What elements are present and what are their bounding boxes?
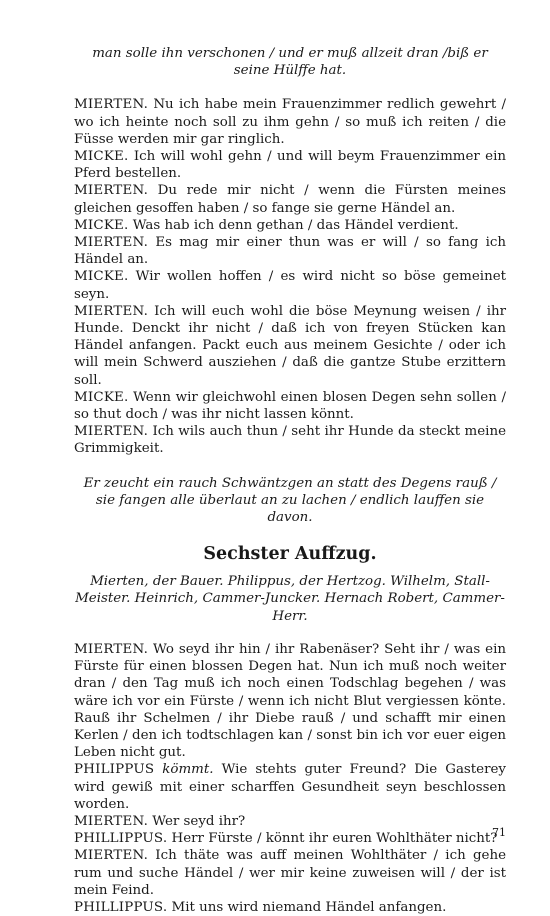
speaker-name: MICKE.: [74, 389, 129, 405]
dialogue-line: [74, 217, 506, 234]
cast-list: Mierten, der Bauer. Philippus, der Hertzog. Wilhelm, Stall-Meister. Heinrich, Cammer-Juncker. Hernach Robert, Cammer-Herr.: [75, 574, 505, 624]
speaker-name: MIERTEN.: [74, 235, 149, 251]
speaker-name: MIERTEN.: [74, 848, 149, 864]
dialogue-line: [74, 389, 506, 423]
speaker-name: MICKE.: [74, 217, 129, 233]
dialogue-line: [74, 813, 506, 830]
dialogue-line: [74, 899, 506, 916]
dialogue-line: [74, 96, 506, 148]
line-text: Was hab ich denn gethan / das Händel verdient.: [128, 217, 459, 233]
line-text: Wer seyd ihr?: [148, 813, 246, 829]
line-text: Ich will euch wohl die böse Meynung weisen / ihr Hunde. Denckt ihr nicht / daß ich von freyen Stücken kan Händel anfangen. Packt euch aus meinem Gesichte / oder ich will mein Schwerd ausziehen / daß die gantze Stube erzittern soll.: [74, 303, 506, 388]
dialogue-block-2: [74, 641, 506, 916]
line-text: Ich thäte was auff meinen Wohlthäter / ich gehe rum und suche Händel / wer mir keine zuweisen will / der ist mein Feind.: [74, 848, 506, 898]
scene-heading: Sechster Auffzug.: [203, 544, 377, 565]
dialogue-line: [74, 423, 506, 457]
speaker-name: PHILLIPPUS.: [74, 831, 168, 847]
line-text: Nu ich habe mein Frauenzimmer redlich gewehrt / wo ich heinte noch soll zu ihm gehn / so muß ich reiten / die Füsse werden mir gar ringlich.: [74, 97, 506, 147]
dialogue-line: [74, 268, 506, 302]
speaker-name: PHILLIPPUS.: [74, 899, 168, 915]
dialogue-line: [74, 303, 506, 389]
dialogue-line: [74, 148, 506, 182]
speaker-name: MIERTEN.: [74, 641, 149, 657]
dialogue-line: [74, 641, 506, 761]
speaker-name: MIERTEN.: [74, 97, 149, 113]
line-text: Wenn wir gleichwohl einen blosen Degen sehn sollen / so thut doch / was ihr nicht lassen könnt.: [74, 389, 506, 423]
dialogue-block-1: [74, 96, 506, 457]
dialogue-line: [74, 830, 506, 847]
line-text: Herr Fürste / könnt ihr euren Wohlthäter nicht?: [167, 831, 498, 847]
line-text: Wo seyd ihr hin / ihr Rabenäser? Seht ihr / was ein Fürste für einen blossen Degen hat. Nun ich muß noch weiter dran / den Tag muß ich noch einen Todschlag begehen / was wäre ich vor ein Fürste / wenn ich nicht Blut vergiessen könte. Rauß ihr Schelmen / ihr Diebe rauß / und schafft mir einen Kerlen / den ich todtschlagen kan / sonst bin ich vor euer eigen Leben nicht gut.: [74, 641, 506, 761]
speaker-name: MICKE.: [74, 269, 129, 285]
speaker-name: MIERTEN.: [74, 424, 149, 440]
speaker-name: MIERTEN.: [74, 183, 149, 199]
line-text: Ich will wohl gehn / und will beym Frauenzimmer ein Pferd bestellen.: [74, 149, 506, 182]
line-text: Mit uns wird niemand Händel anfangen.: [167, 899, 447, 915]
stage-direction-top: man solle ihn verschonen / und er muß allzeit dran /biß er seine Hülffe hat.: [92, 46, 488, 79]
line-text: Wir wollen hoffen / es wird nicht so böse gemeinet seyn.: [74, 269, 506, 302]
dialogue-line: [74, 234, 506, 268]
line-text: Wie stehts guter Freund? Die Gasterey wird gewiß mit einer scharffen Gesundheit seyn beschlossen worden.: [74, 762, 506, 812]
line-text: Du rede mir nicht / wenn die Fürsten meines gleichen gesoffen haben / so fange sie gerne Händel an.: [74, 183, 506, 216]
line-text: Ich wils auch thun / seht ihr Hunde da steckt meine Grimmigkeit.: [74, 424, 506, 457]
dialogue-line: [74, 761, 506, 813]
speaker-name: MIERTEN.: [74, 303, 149, 319]
line-text: Es mag mir einer thun was er will / so fang ich Händel an.: [74, 235, 506, 268]
stage-direction-middle: Er zeucht ein rauch Schwäntzgen an statt des Degens rauß / sie fangen alle überlaut an zu lachen / endlich lauffen sie davon.: [83, 475, 497, 526]
speaker-name: MIERTEN.: [74, 813, 149, 829]
page-number: 71: [492, 826, 506, 839]
speaker-name: MICKE.: [74, 149, 129, 165]
stage-direction-inline: kömmt.: [154, 762, 214, 778]
dialogue-line: [74, 847, 506, 899]
speaker-name: PHILIPPUS: [74, 762, 155, 778]
dialogue-line: [74, 182, 506, 216]
